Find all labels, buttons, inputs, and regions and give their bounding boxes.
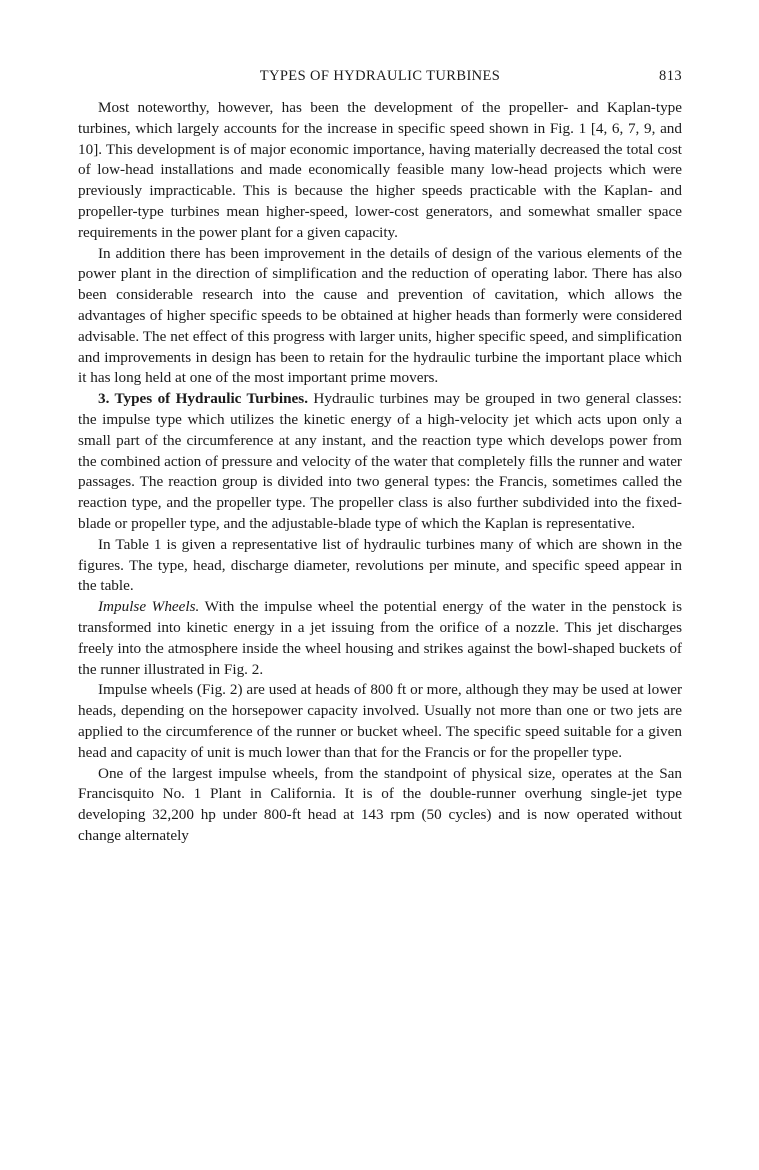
subheading-impulse-wheels: Impulse Wheels. [98, 598, 200, 616]
paragraph-propeller-kaplan-development: Most noteworthy, however, has been the development of the propeller- and Kaplan-type turbines, which largely accounts for the increase in specific speed shown in Fig. 1 [4, 6, 7, 9, and 10]. This development is of major economic importance, having materially decreased the total cost of low-head installations and made economically feasible many low-head projects which were previously impracticable. This is because the higher speeds practicable with the Kaplan- and propeller-type turbines mean higher-speed, lower-cost generators, and somewhat smaller space requirements in the power plant for a given capacity. [78, 99, 682, 241]
paragraph-impulse-wheels [78, 597, 682, 680]
paragraph-largest-impulse-wheel: One of the largest impulse wheels, from the standpoint of physical size, operates at the San Francisquito No. 1 Plant in California. It is of the double-runner overhung single-jet type developing 32,200 hp under 800-ft head at 143 rpm (50 cycles) and is now operated without change alternately [78, 764, 682, 844]
running-head [78, 66, 682, 88]
paragraph-table-reference: In Table 1 is given a representative list of hydraulic turbines many of which are shown in the figures. The type, head, discharge diameter, revolutions per minute, and specific speed appear in the table. [78, 535, 682, 595]
paragraph-design-improvements: In addition there has been improvement in the details of design of the various elements of the power plant in the direction of simplification and the reduction of operating labor. There has also been considerable research into the cause and prevention of cavitation, which allows the advantages of higher specific speeds to be obtained at higher heads than formerly were considered advisable. The net effect of this progress with larger units, higher specific speed, and simplification and improvements in design has been to retain for the hydraulic turbine the important place which it has long held at one of the most important prime movers. [78, 244, 682, 387]
book-page [78, 66, 682, 847]
paragraph-impulse-heads: Impulse wheels (Fig. 2) are used at heads of 800 ft or more, although they may be used at lower heads, depending on the horsepower capacity involved. Usually not more than one or two jets are applied to the circumference of the runner or bucket wheel. The specific speed suitable for a given head and capacity of unit is much lower than that for the Francis or for the propeller type. [78, 681, 682, 761]
running-title: TYPES OF HYDRAULIC TURBINES [259, 68, 501, 84]
impulse-wheels-body: With the impulse wheel the potential energy of the water in the penstock is transformed into kinetic energy in a jet issuing from the orifice of a nozzle. This jet discharges freely into the atmosphere inside the wheel housing and strikes against the bowl-shaped buckets of the runner illustrated in Fig. 2. [78, 598, 682, 678]
paragraph-types-of-turbines [78, 389, 682, 535]
section-body: Hydraulic turbines may be grouped in two general classes: the impulse type which utilizes the kinetic energy of a high-velocity jet which acts upon only a small part of the circumference at any instant, and the reaction type which develops power from the combined action of pressure and velocity of the water that completely fills the runner and water passages. The reaction group is divided into two general types: the Francis, sometimes called the reaction type, and the propeller type. The propeller class is also further subdivided into the fixed-blade or propeller type, and the adjustable-blade type of which the Kaplan is representative. [78, 390, 683, 532]
page-number: 813 [659, 68, 682, 84]
section-heading: 3. Types of Hydraulic Turbines. [98, 390, 308, 408]
